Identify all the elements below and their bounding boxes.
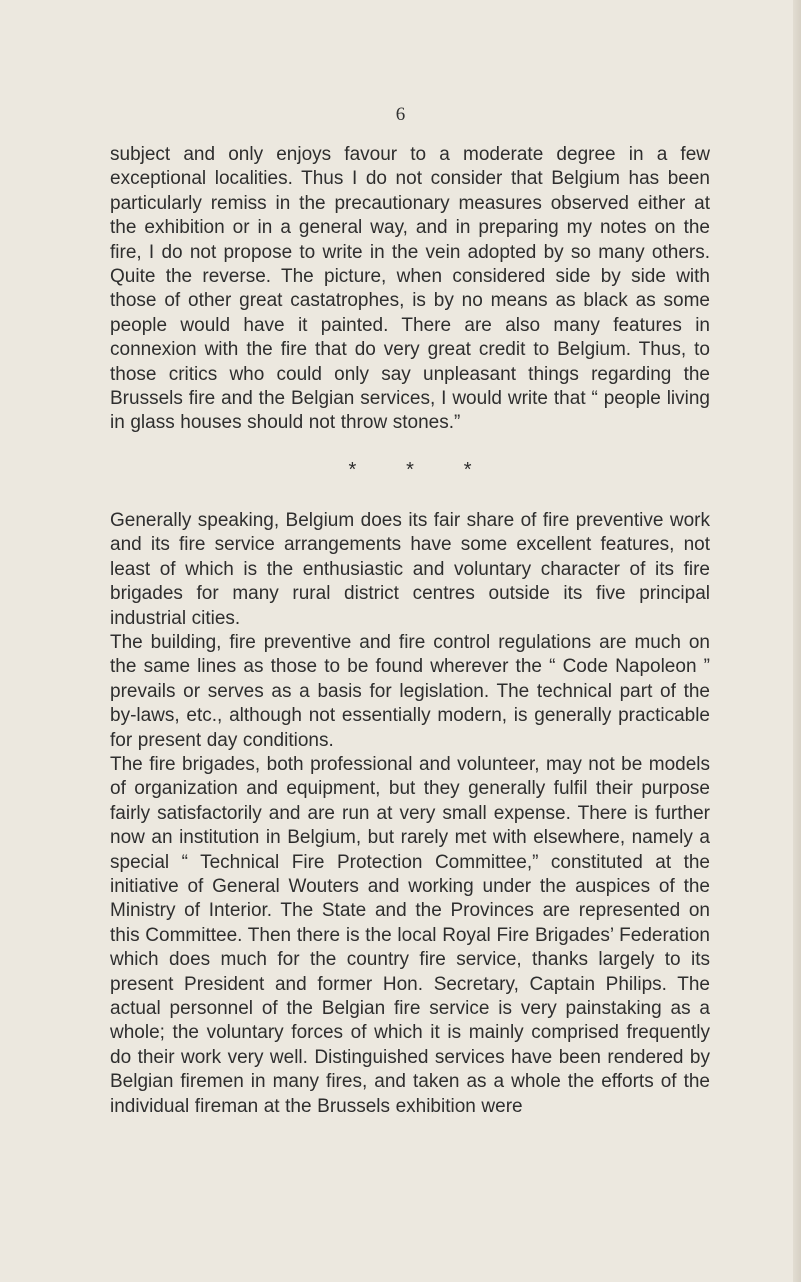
section-separator: * * * — [348, 458, 494, 481]
page-edge-shadow — [793, 0, 801, 1282]
body-text — [110, 143, 710, 1119]
paragraph-3: The building, fire preventive and fire control regulations are much on the same lines as those to be found wherever the “ Code Napoleon ” prevails or serves as a basis for legislation. The technical part of the by-laws, etc., although not essentially modern, is generally practicable for present day conditions. — [110, 631, 710, 751]
paragraph-4: The fire brigades, both professional and volunteer, may not be models of organization and equipment, but they generally fulfil their purpose fairly satisfactorily and are run at very small expense. There is further now an institution in Belgium, but rarely met with elsewhere, namely a special “ Technical Fire Protection Committee,” constituted at the initiative of General Wouters and working under the auspices of the Ministry of Interior. The State and the Provinces are represented on this Committee. Then there is the local Royal Fire Brigades’ Federation which does much for the country fire service, thanks largely to its present President and former Hon. Secretary, Captain Philips. The actual personnel of the Belgian fire service is very painstaking as a whole; the voluntary forces of which it is mainly comprised frequently do their work very well. Distinguished services have been rendered by Belgian firemen in many fires, and taken as a whole the efforts of the individual fireman at the Brussels exhibition were — [110, 753, 710, 1117]
paragraph-2: Generally speaking, Belgium does its fair share of fire preventive work and its fire service arrangements have some excellent features, not least of which is the enthusiastic and voluntary character of its fire brigades for many rural district centres outside its five principal industrial cities. — [110, 509, 710, 629]
page-number: 6 — [395, 104, 406, 125]
paragraph-1: subject and only enjoys favour to a moderate degree in a few exceptional localities. Thus I do not consider that Belgium has been particularly remiss in the precautionary measures observed either at the exhibition or in a general way, and in preparing my notes on the fire, I do not propose to write in the vein adopted by so many others. Quite the reverse. The picture, when considered side by side with those of other great castatrophes, is by no means as black as some people would have it painted. There are also many features in connexion with the fire that do very great credit to Belgium. Thus, to those critics who could only say unpleasant things regarding the Brussels fire and the Belgian services, I would write that “ people living in glass houses should not throw stones.” — [110, 144, 710, 434]
